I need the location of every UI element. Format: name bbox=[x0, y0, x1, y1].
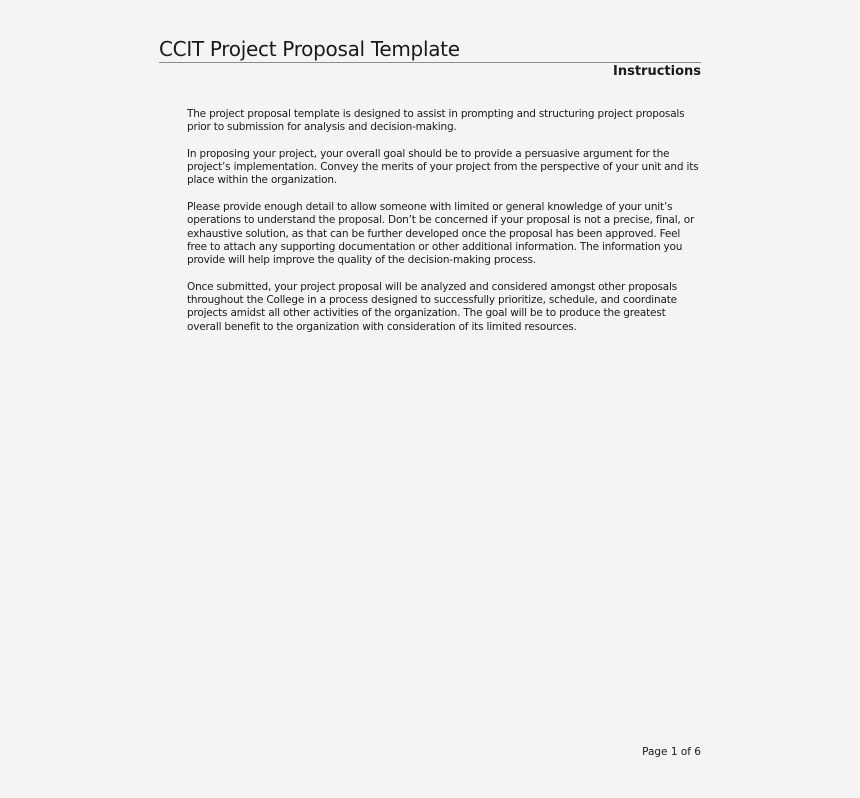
paragraph-4: Once submitted, your project proposal will be analyzed and considered amongst other proposals throughout the College in a process designed to successfully prioritize, schedule, and coordinate projects amidst all other activities of the organization. The goal will be to produce the greatest overall benefit to the organization with consideration of its limited resources. bbox=[187, 280, 677, 333]
document-title: CCIT Project Proposal Template bbox=[159, 37, 460, 61]
page-number: Page 1 of 6 bbox=[642, 746, 701, 758]
instructions-body bbox=[187, 108, 701, 347]
paragraph-1: The project proposal template is designed to assist in prompting and structuring project proposals prior to submission for analysis and decision-making. bbox=[187, 108, 685, 134]
paragraph-3: Please provide enough detail to allow someone with limited or general knowledge of your unit’s operations to understand the proposal. Don’t be concerned if your proposal is not a precise, final, or exhaustive solution, as that can be further developed once the proposal has been approved. Feel free to attach any supporting documentation or other additional information. The information you provide will help improve the quality of the decision-making process. bbox=[187, 201, 695, 267]
paragraph-2: In proposing your project, your overall goal should be to provide a persuasive argument for the project’s implementation. Convey the merits of your project from the perspective of your unit and its place within the organization. bbox=[187, 147, 699, 187]
section-heading: Instructions bbox=[612, 64, 701, 79]
